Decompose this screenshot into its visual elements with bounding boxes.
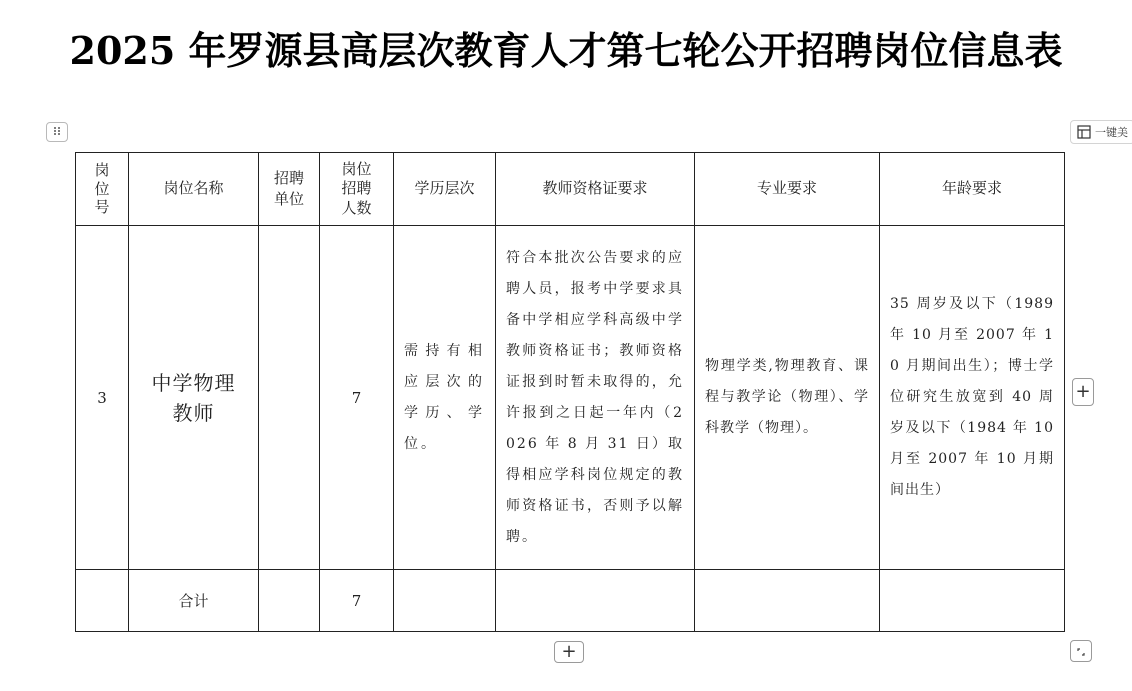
cell-unit[interactable] [259, 226, 320, 570]
cell-major[interactable]: 物理学类,物理教育、课程与教学论（物理）、学科教学（物理）。 [695, 226, 880, 570]
total-count[interactable]: 7 [320, 570, 394, 632]
drag-grip-icon [53, 126, 61, 139]
one-click-beautify-label: 一键美 [1095, 126, 1128, 139]
header-education: 学历层次 [394, 153, 496, 226]
total-cell-certificate[interactable] [496, 570, 695, 632]
add-row-button[interactable]: + [554, 641, 584, 663]
table-total-row [76, 570, 1065, 632]
one-click-beautify-button[interactable] [1070, 120, 1132, 144]
table-header-row [76, 153, 1065, 226]
header-post-no: 岗位号 [76, 153, 129, 226]
cell-education[interactable]: 需持有相应层次的学历、学位。 [394, 226, 496, 570]
header-unit: 招聘单位 [259, 153, 320, 226]
cell-certificate[interactable]: 符合本批次公告要求的应聘人员，报考中学要求具备中学相应学科高级中学教师资格证书；教师资格证报到时暂未取得的，允许报到之日起一年内（2026 年 8 月 31 日）取得相应学科岗位规定的教师资格证书，否则予以解聘。 [496, 226, 695, 570]
table-style-icon [1077, 125, 1091, 139]
header-age: 年龄要求 [880, 153, 1065, 226]
header-major: 专业要求 [695, 153, 880, 226]
cell-age[interactable]: 35 周岁及以下（1989 年 10 月至 2007 年 10 月期间出生）；博士学位研究生放宽到 40 周岁及以下（1984 年 10 月至 2007 年 10 月期间出生） [880, 226, 1065, 570]
total-cell-major[interactable] [695, 570, 880, 632]
total-cell-age[interactable] [880, 570, 1065, 632]
cell-post-name[interactable]: 中学物理教师 [129, 226, 259, 570]
cell-post-no[interactable]: 3 [76, 226, 129, 570]
total-cell-education[interactable] [394, 570, 496, 632]
resize-corner-icon [1076, 642, 1086, 661]
header-post-name: 岗位名称 [129, 153, 259, 226]
table-resize-handle[interactable] [1070, 640, 1092, 662]
header-count: 岗位招聘人数 [320, 153, 394, 226]
table-row [76, 226, 1065, 570]
total-cell-post-no[interactable] [76, 570, 129, 632]
header-certificate: 教师资格证要求 [496, 153, 695, 226]
recruitment-table [75, 152, 1065, 632]
table-drag-handle[interactable] [46, 122, 68, 142]
cell-count[interactable]: 7 [320, 226, 394, 570]
document-title: 2025 年罗源县高层次教育人才第七轮公开招聘岗位信息表 [69, 28, 1063, 73]
total-cell-unit[interactable] [259, 570, 320, 632]
add-column-button[interactable]: + [1072, 378, 1094, 406]
total-label[interactable]: 合计 [129, 570, 259, 632]
